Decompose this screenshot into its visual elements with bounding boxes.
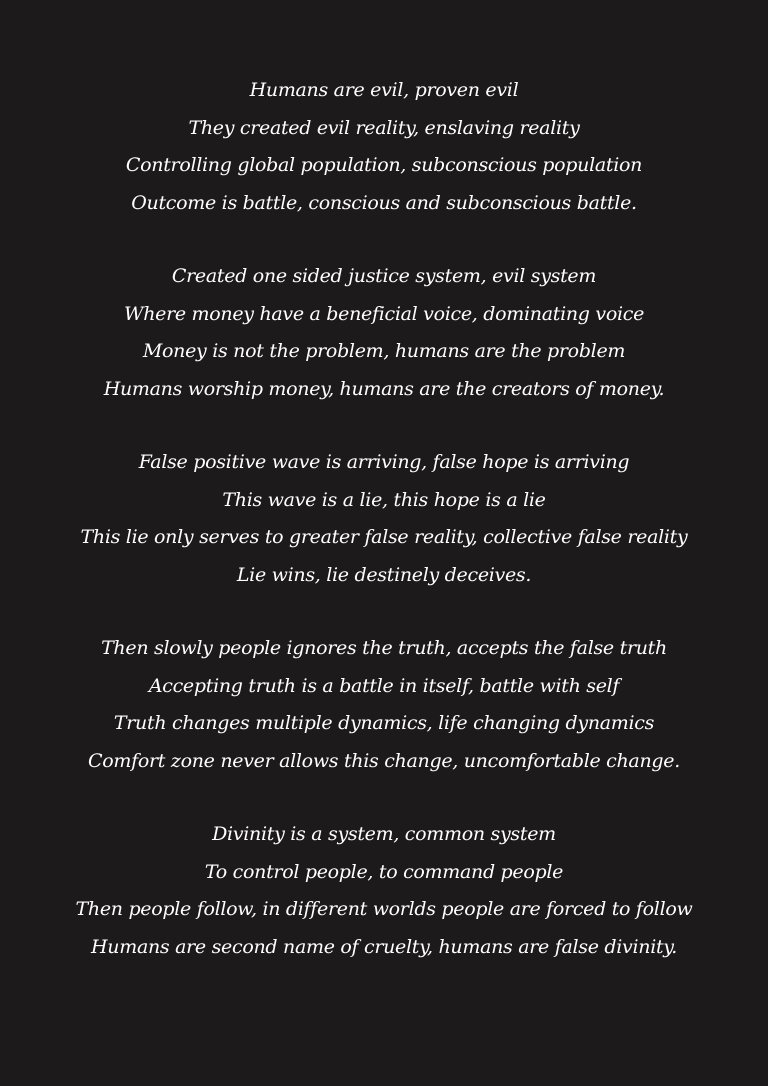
stanza-2	[0, 258, 768, 408]
poem-line: Truth changes multiple dynamics, life changing dynamics	[113, 712, 655, 734]
poem-line: To control people, to command people	[204, 860, 564, 883]
poem-line: Money is not the problem, humans are the problem	[142, 340, 626, 362]
stanza-3	[0, 444, 768, 594]
poem	[0, 72, 768, 1002]
poem-line: Accepting truth is a battle in itself, battle with self	[148, 674, 620, 697]
poem-line: Controlling global population, subconscious population	[125, 154, 643, 176]
poem-line: This lie only serves to greater false reality, collective false reality	[80, 526, 688, 548]
stanza-4	[0, 630, 768, 780]
poem-line: Then slowly people ignores the truth, accepts the false truth	[101, 637, 667, 659]
poem-line: Then people follow, in different worlds people are forced to follow	[75, 898, 693, 920]
poem-line: Divinity is a system, common system	[212, 823, 556, 845]
poem-line: This wave is a lie, this hope is a lie	[222, 488, 546, 511]
poem-line: Created one sided justice system, evil system	[171, 265, 597, 287]
poem-line: Comfort zone never allows this change, uncomfortable change.	[88, 749, 680, 772]
poem-line: They created evil reality, enslaving reality	[188, 116, 580, 139]
poem-line: Humans worship money, humans are the creators of money.	[103, 377, 665, 400]
poem-line: Humans are second name of cruelty, humans are false divinity.	[91, 935, 677, 958]
poem-line: Humans are evil, proven evil	[249, 79, 519, 101]
poem-line: False positive wave is arriving, false hope is arriving	[138, 451, 630, 473]
stanza-1	[0, 72, 768, 222]
stanza-5	[0, 816, 768, 966]
poem-line: Where money have a beneficial voice, dominating voice	[123, 302, 645, 325]
poem-line: Outcome is battle, conscious and subconscious battle.	[131, 191, 637, 214]
poem-line: Lie wins, lie destinely deceives.	[236, 563, 532, 586]
